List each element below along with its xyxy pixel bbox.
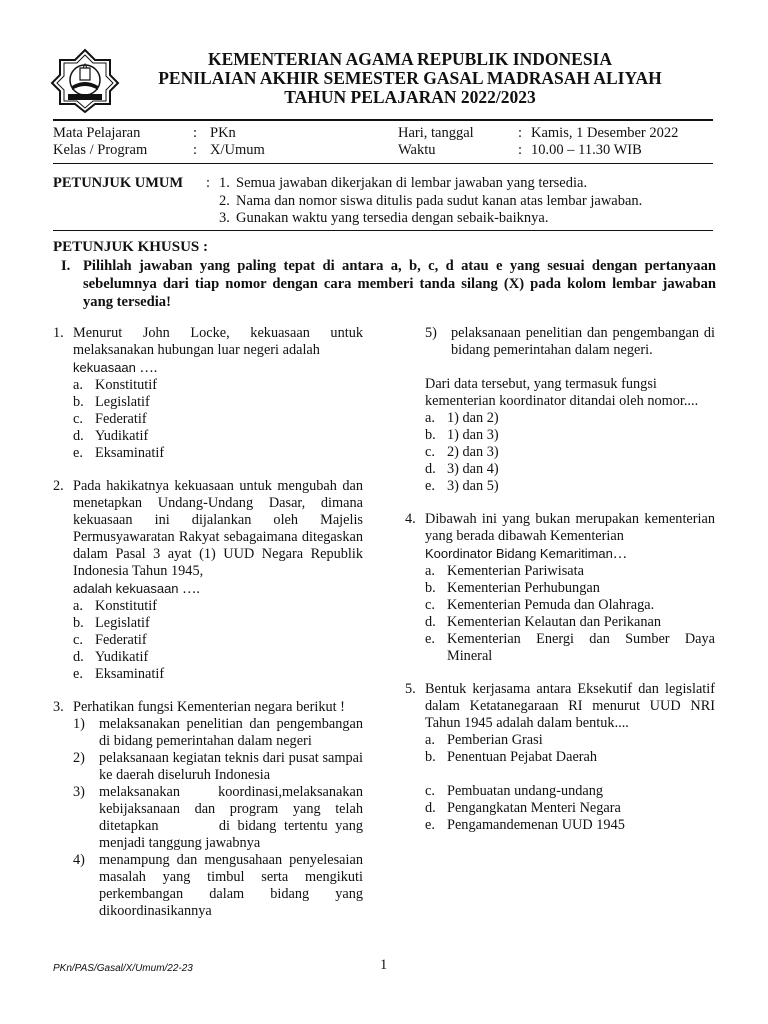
option: c. 2) dan 3)	[425, 444, 499, 460]
question-2: 2. Pada hakikatnya kekuasaan untuk mengubah dan menetapkan Undang-Undang Dasar, dimana kekuasaan ini dijalankan oleh Majelis Permusyawaratan Rakyat sebagaimana ditegaskan dalam Pasal 3 ayat (1) UUD Negara Republik Indonesia Tahun 1945, adalah kekuasaan …. a. Konstitutif b. Legislatif c. Federatif d. Yudikatif e. Eksaminatif	[53, 478, 363, 682]
question-1: 1. Menurut John Locke, kekuasaan untuk melaksanakan hubungan luar negeri adalah kekuasaan …. a. Konstitutif b. Legislatif c. Federatif d. Yudikatif e. Eksaminatif	[53, 325, 363, 461]
date-value: Kamis, 1 Desember 2022	[531, 125, 679, 141]
option: b. 1) dan 3)	[425, 427, 499, 443]
statement-item: 2) pelaksanaan kegiatan teknis dari pusat sampai ke daerah diseluruh Indonesia	[73, 750, 363, 783]
questions-left-column	[53, 325, 367, 920]
subject-value: PKn	[210, 125, 236, 141]
option: e. Kementerian Energi dan Sumber Daya Mineral	[425, 631, 715, 664]
option: d. 3) dan 4)	[425, 461, 499, 477]
option: b. Legislatif	[73, 615, 150, 631]
question-3: 3. Perhatikan fungsi Kementerian negara berikut ! 1) melaksanakan penelitian dan pengembangan di bidang pemerintahan dalam negeri 2) pelaksanaan kegiatan teknis dari pusat sampai ke daerah diseluruh Indonesia 3) melaksanakan koordinasi,melaksanakan kebijaksanaan dan program yang telah ditetapkan di bidang tertentu yang menjadi tanggung jawabnya 4) menampung dan mengusahaan penyelesaian masalah yang timbul serta mengikuti perkembangan dalam bidang yang dikoordinasikannya	[53, 699, 367, 919]
option: d. Pengangkatan Menteri Negara	[425, 800, 621, 816]
info-divider	[53, 163, 713, 164]
option: a. Konstitutif	[73, 377, 157, 393]
exam-page: KEMENTERIAN AGAMA REPUBLIK INDONESIA PENILAIAN AKHIR SEMESTER GASAL MADRASAH ALIYAH TAHUN PELAJARAN 2022/2023 Mata Pelajaran : PKn Kelas / Program : X/Umum Hari, tanggal : Kamis, 1 Desember 2022 Waktu : 10.00 – 11.30 WIB PETUNJUK UMUM : 1. Semua jawaban dikerjakan di lembar jawaban yang tersedia. 2. Nama dan nomor siswa ditulis pada sudut kanan atas lembar jawaban. 3. Gunakan waktu yang tersedia dengan sebaik-baiknya. PETUNJUK KHUSUS : I. Pilihlah jawaban yang paling tepat di antara a, b, c, d atau e yang sesuai dengan pertanyaan sebelumnya dari tiap nomor dengan cara memberi tanda silang (X) pada kolom lembar jawaban yang tersedia! 1. Menurut John Locke, kekuasaan untuk melaksanakan hubungan luar negeri adalah kekuasaan …. a. Konstitutif b. Legislatif c. Federatif d. Yudikatif e. Eksaminatif 2. Pada hakikatnya kekuasaan untuk mengubah dan menetapkan Undang-Undang Dasar, dimana kekuasaan ini dijalankan oleh Majelis Permusyawaratan Rakyat sebagaimana ditegaskan dalam Pasal 3 ayat (1) UUD Negara Republik Indonesia Tahun 1945, adalah kekuasaan …. a. Konstitutif b. Legislatif c. Federatif d. Yudikatif e. Eksaminatif 3. Perhatikan fungsi Kementerian negara berikut ! 1) melaksanakan penelitian dan pengembangan di bidang pemerintahan dalam negeri 2) pelaksanaan kegiatan teknis dari pusat sampai ke daerah diseluruh Indonesia 3) melaksanakan koordinasi,melaksanakan kebijaksanaan dan program yang telah ditetapkan di bidang tertentu yang menjadi tanggung jawabnya 4) menampung dan mengusahaan penyelesaian masalah yang timbul serta mengikuti perkembangan dalam bidang yang dikoordinasikannya 5) pelaksanaan penelitian dan pengembangan di bidang pemerintahan dalam negeri. Dari data tersebut, yang termasuk fungsi kementerian koordinator ditandai oleh nomor.... a. 1) dan 2) b. 1) dan 3) c. 2) dan 3) d. 3) dan 4) e. 3) dan 5) 4. Dibawah ini yang bukan merupakan kementerian yang berada dibawah Kementerian Koordinator Bidang Kemaritiman… a. Kementerian Pariwisata b. Kementerian Perhubungan c. Kementerian Pemuda dan Olahraga. d. Kementerian Kelautan dan Perikanan e. Kementerian Energi dan Sumber Daya Mineral 5. Bentuk kerjasama antara Eksekutif dan legislatif dalam Ketatanegaraan RI menurut UUD NRI Tahun 1945 adalah dalam bentuk.... a. Pemberian Grasi b. Penentuan Pejabat Daerah c. Pembuatan undang-undang d. Pengangkatan Menteri Negara e. Pengamandemenan UUD 1945 PKn/PAS/Gasal/X/Umum/22-23 1	[0, 0, 768, 1024]
question-text: Perhatikan fungsi Kementerian negara berikut !	[73, 699, 345, 715]
option: b. Penentuan Pejabat Daerah	[425, 749, 598, 765]
question-text: Menurut John Locke, kekuasaan untuk melaksanakan hubungan luar negeri adalah	[73, 325, 363, 358]
general-instructions-label: PETUNJUK UMUM	[53, 175, 184, 191]
option: a. Konstitutif	[73, 598, 157, 614]
option: d. Kementerian Kelautan dan Perikanan	[425, 614, 661, 630]
questions-right-column	[405, 325, 715, 834]
question-text: Bentuk kerjasama antara Eksekutif dan legislatif dalam Ketatanegaraan RI menurut UUD NRI Tahun 1945 adalah dalam bentuk....	[425, 681, 715, 731]
footer-code: PKn/PAS/Gasal/X/Umum/22-23	[53, 963, 193, 974]
question-4: 4. Dibawah ini yang bukan merupakan kementerian yang berada dibawah Kementerian Koordinator Bidang Kemaritiman… a. Kementerian Pariwisata b. Kementerian Perhubungan c. Kementerian Pemuda dan Olahraga. d. Kementerian Kelautan dan Perikanan e. Kementerian Energi dan Sumber Daya Mineral	[405, 511, 715, 664]
time-label: Waktu	[398, 141, 436, 158]
question-text: Dibawah ini yang bukan merupakan kementerian yang berada dibawah Kementerian	[425, 511, 715, 544]
document-header	[120, 50, 700, 107]
section-roman-numeral: I.	[61, 258, 71, 274]
option: c. Federatif	[73, 411, 147, 427]
option: c. Pembuatan undang-undang	[425, 783, 604, 799]
page-number: 1	[380, 957, 388, 973]
question-followup: Dari data tersebut, yang termasuk fungsi kementerian koordinator ditandai oleh nomor....	[425, 376, 699, 409]
info-left: Mata Pelajaran : PKn Kelas / Program : X/Umum	[53, 125, 265, 158]
option: c. Federatif	[73, 632, 147, 648]
statement-item: 1) melaksanakan penelitian dan pengembangan di bidang pemerintahan dalam negeri	[73, 716, 363, 749]
special-instructions-label: PETUNJUK KHUSUS :	[53, 239, 209, 255]
header-ministry: KEMENTERIAN AGAMA REPUBLIK INDONESIA	[207, 49, 612, 69]
general-instruction-item: 1. Semua jawaban dikerjakan di lembar jawaban yang tersedia.	[219, 175, 588, 191]
statement-item: 3) melaksanakan koordinasi,melaksanakan kebijaksanaan dan program yang telah ditetapkan di bidang tertentu yang menjadi tanggung jawabnya	[73, 784, 367, 851]
header-exam-title: PENILAIAN AKHIR SEMESTER GASAL MADRASAH ALIYAH	[158, 68, 662, 88]
header-academic-year: TAHUN PELAJARAN 2022/2023	[284, 87, 536, 107]
question-text: Pada hakikatnya kekuasaan untuk mengubah dan menetapkan Undang-Undang Dasar, dimana kekuasaan ini dijalankan oleh Majelis Permusyawaratan Rakyat sebagaimana ditegaskan dalam Pasal 3 ayat (1) UUD Negara Republik Indonesia Tahun 1945,	[73, 478, 363, 579]
option: b. Legislatif	[73, 394, 150, 410]
special-instructions	[53, 257, 716, 311]
option: d. Yudikatif	[73, 649, 149, 665]
info-right: Hari, tanggal : Kamis, 1 Desember 2022 Waktu : 10.00 – 11.30 WIB	[398, 125, 679, 158]
statement-item: 4) menampung dan mengusahaan penyelesaian masalah yang timbul serta mengikuti perkembangan dalam bidang yang dikoordinasikannya	[73, 852, 363, 919]
general-instructions-list	[219, 175, 699, 228]
option: a. 1) dan 2)	[425, 410, 499, 426]
option: a. Pemberian Grasi	[425, 732, 543, 748]
general-instruction-item: 2. Nama dan nomor siswa ditulis pada sudut kanan atas lembar jawaban.	[219, 192, 643, 209]
option: a. Kementerian Pariwisata	[425, 563, 584, 579]
time-value: 10.00 – 11.30 WIB	[531, 141, 642, 158]
question-5: 5. Bentuk kerjasama antara Eksekutif dan legislatif dalam Ketatanegaraan RI menurut UUD NRI Tahun 1945 adalah dalam bentuk.... a. Pemberian Grasi b. Penentuan Pejabat Daerah c. Pembuatan undang-undang d. Pengangkatan Menteri Negara e. Pengamandemenan UUD 1945	[405, 681, 715, 833]
statement-item: 5) pelaksanaan penelitian dan pengembangan di bidang pemerintahan dalam negeri.	[425, 325, 715, 358]
option: c. Kementerian Pemuda dan Olahraga.	[425, 597, 655, 613]
option: e. Eksaminatif	[73, 445, 165, 461]
instructions-divider	[53, 230, 713, 231]
special-instructions-text: Pilihlah jawaban yang paling tepat di antara a, b, c, d atau e yang sesuai dengan pertanyaan sebelumnya dari tiap nomor dengan cara memberi tanda silang (X) pada kolom lembar jawaban yang tersedia!	[83, 258, 716, 310]
class-value: X/Umum	[210, 141, 265, 158]
class-label: Kelas / Program	[53, 141, 148, 158]
option: d. Yudikatif	[73, 428, 149, 444]
option: b. Kementerian Perhubungan	[425, 580, 600, 596]
option: e. Eksaminatif	[73, 666, 165, 682]
option: e. 3) dan 5)	[425, 478, 499, 494]
subject-label: Mata Pelajaran	[53, 125, 141, 141]
date-label: Hari, tanggal	[398, 125, 474, 141]
option: e. Pengamandemenan UUD 1945	[425, 817, 625, 833]
header-divider	[53, 119, 713, 121]
ministry-logo	[50, 48, 120, 114]
general-instruction-item: 3. Gunakan waktu yang tersedia dengan sebaik-baiknya.	[219, 210, 549, 226]
